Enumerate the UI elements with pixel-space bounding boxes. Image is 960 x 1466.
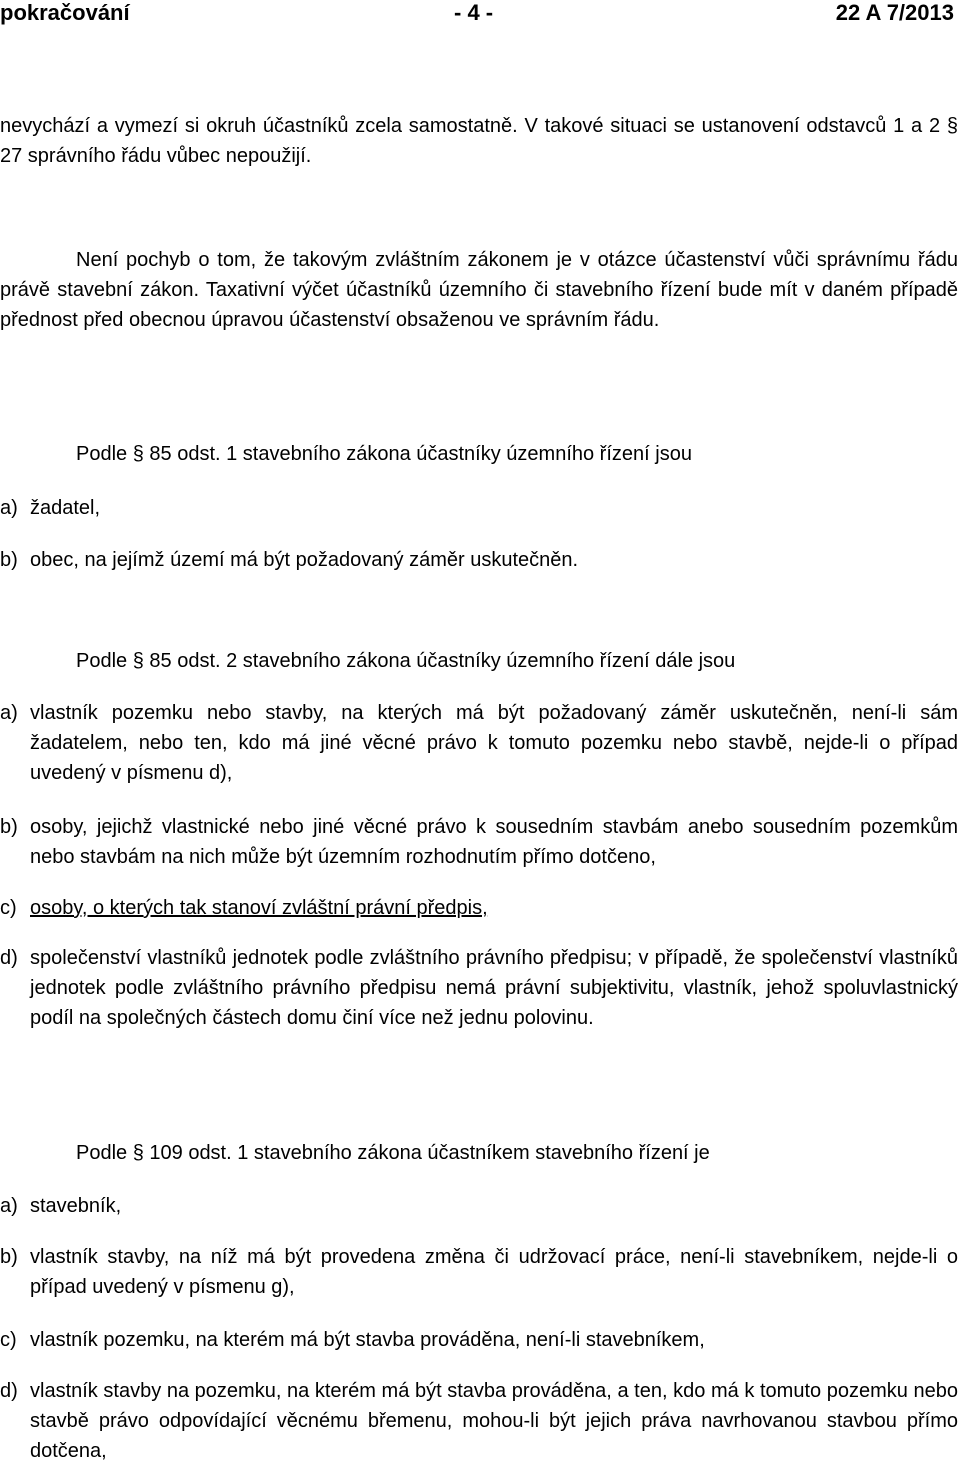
list-item-text: vlastník pozemku, na kterém má být stavba prováděna, není-li stavebníkem, — [30, 1329, 705, 1351]
list-item-label: b) — [0, 816, 18, 838]
list-item-label: b) — [0, 1246, 18, 1268]
header-page-number: - 4 - — [454, 0, 494, 25]
list-item-text: obec, na jejímž území má být požadovaný záměr uskutečněn. — [30, 549, 579, 571]
list-item-text: osoby, jejichž vlastnické nebo jiné věcné právo k sousedním stavbám anebo sousedním pozemkům nebo stavbám na nich může být územním rozhodnutím přímo dotčeno, — [30, 816, 958, 868]
list-item-label: b) — [0, 549, 18, 571]
paragraph-85-2: Podle § 85 odst. 2 stavebního zákona účastníky územního řízení dále jsou — [76, 650, 736, 672]
paragraph-intro: nevychází a vymezí si okruh účastníků zcela samostatně. V takové situaci se ustanovení odstavců 1 a 2 § 27 správního řádu vůbec nepoužijí. — [0, 115, 958, 167]
paragraph-85-1: Podle § 85 odst. 1 stavebního zákona účastníky územního řízení jsou — [76, 443, 692, 465]
list-item-label: c) — [0, 897, 17, 919]
list-item-label: d) — [0, 1380, 18, 1402]
paragraph-109-1: Podle § 109 odst. 1 stavebního zákona účastníkem stavebního řízení je — [76, 1142, 710, 1164]
list-item-text: vlastník stavby, na níž má být provedena změna či udržovací práce, není-li stavebníkem, nejde-li o případ uvedený v písmenu g), — [30, 1246, 958, 1298]
list-item-text: vlastník pozemku nebo stavby, na kterých má být požadovaný záměr uskutečněn, není-li sám žadatelem, nebo ten, kdo má jiné věcné právo k tomuto pozemku nebo stavbě, nejde-li o případ uvedený v písmenu d), — [30, 702, 958, 784]
list-item-label: a) — [0, 702, 18, 724]
paragraph-special-law: Není pochyb o tom, že takovým zvláštním zákonem je v otázce účastenství vůči správnímu řádu právě stavební zákon. Taxativní výčet účastníků územního či stavebního řízení bude mít v daném případě přednost před obecnou úpravou účastenství obsaženou ve správním řádu. — [0, 249, 958, 331]
list-item-label: a) — [0, 497, 18, 519]
list-item-text: vlastník stavby na pozemku, na kterém má být stavba prováděna, a ten, kdo má k tomuto pozemku nebo stavbě právo odpovídající věcnému břemenu, mohou-li být jejich práva navrhovanou stavbou přímo dotčena, — [30, 1380, 958, 1462]
list-item-text: stavebník, — [30, 1195, 122, 1217]
header-continuation: pokračování — [0, 0, 130, 25]
list-item-label: d) — [0, 947, 18, 969]
list-item-text: osoby, o kterých tak stanoví zvláštní právní předpis, — [30, 897, 488, 919]
list-item-text: žadatel, — [30, 497, 101, 519]
list-item-label: a) — [0, 1195, 18, 1217]
list-item-label: c) — [0, 1329, 17, 1351]
header-case-number: 22 A 7/2013 — [835, 0, 954, 25]
list-item-text: společenství vlastníků jednotek podle zvláštního právního předpisu; v případě, že společenství vlastníků jednotek podle zvláštního právního předpisu nemá právní subjektivitu, vlastník, jehož spoluvlastnický podíl na společných částech domu činí více než jednu polovinu. — [30, 947, 958, 1029]
page-header — [0, 0, 960, 28]
